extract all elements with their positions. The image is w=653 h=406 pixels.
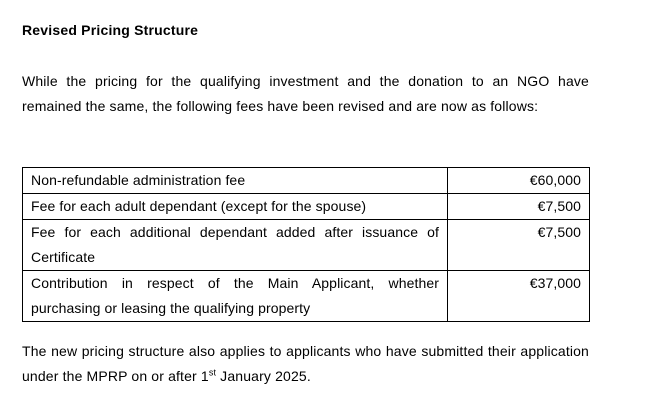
closing-paragraph (22, 339, 589, 389)
ordinal-suffix: st (208, 367, 217, 378)
section-heading: Revised Pricing Structure (22, 22, 199, 38)
fees-table (22, 167, 590, 322)
table-row (23, 220, 590, 271)
fee-description: Contribution in respect of the Main Applicant, whether purchasing or leasing the qualifying property (23, 271, 448, 322)
intro-paragraph: While the pricing for the qualifying investment and the donation to an NGO have remained the same, the following fees have been revised and are now as follows: (22, 73, 589, 114)
table-row (23, 194, 590, 220)
closing-text: The new pricing structure also applies to applicants who have submitted their application under the MPRP on or after 1 (22, 343, 589, 384)
closing-text-end: January 2025. (216, 368, 311, 384)
fee-amount: €60,000 (448, 168, 590, 194)
fee-description: Non-refundable administration fee (23, 168, 448, 194)
fee-amount: €7,500 (448, 194, 590, 220)
fee-amount: €7,500 (448, 220, 590, 271)
table-row (23, 271, 590, 322)
fee-description: Fee for each additional dependant added after issuance of Certificate (23, 220, 448, 271)
fee-description: Fee for each adult dependant (except for the spouse) (23, 194, 448, 220)
table-row (23, 168, 590, 194)
fee-amount: €37,000 (448, 271, 590, 322)
